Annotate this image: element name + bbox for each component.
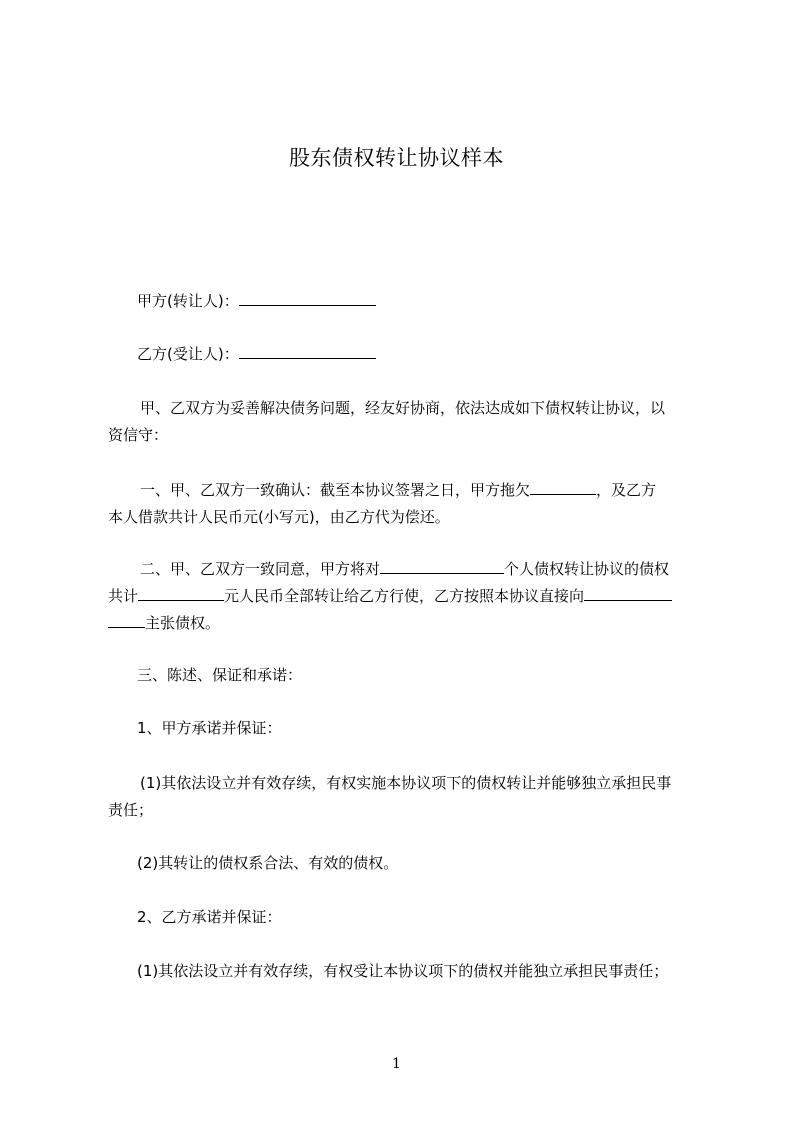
- clause-1-line-1: [140, 479, 740, 501]
- clause-3-1-2: (2)其转让的债权系合法、有效的债权。: [137, 854, 399, 872]
- clause-3-1-heading: 1、甲方承诺并保证：: [137, 719, 282, 737]
- party-a-label: 甲方(转让人)：: [137, 292, 239, 310]
- clause-1-text-a: 一、甲、乙双方一致确认：截至本协议签署之日，甲方拖欠: [140, 481, 531, 499]
- intro-line-1: 甲、乙双方为妥善解决债务问题，经友好协商，依法达成如下债权转让协议，以: [140, 399, 666, 417]
- clause-3-2-heading: 2、乙方承诺并保证：: [137, 908, 282, 926]
- party-a-line: [137, 290, 737, 312]
- clause-3-heading: 三、陈述、保证和承诺：: [137, 666, 303, 684]
- clause-2-line-1: [140, 558, 740, 580]
- clause-2-text-e: 主张债权。: [145, 614, 221, 632]
- page-number: 1: [392, 1056, 401, 1072]
- intro-line-2: 资信守：: [108, 426, 169, 444]
- clause-3-2-1: (1)其依法设立并有效存续，有权受让本协议项下的债权并能独立承担民事责任；: [137, 962, 669, 980]
- party-b-blank: [239, 343, 376, 359]
- clause-1-blank: [530, 479, 596, 495]
- clause-2-blank-3: [584, 585, 672, 601]
- clause-2-text-b: 个人债权转让协议的债权: [504, 560, 670, 578]
- clause-3-1-1-line-2: 责任；: [108, 801, 154, 819]
- clause-1-line-2: 本人借款共计人民币元(小写元)，由乙方代为偿还。: [108, 508, 450, 526]
- clause-2-blank-2: [138, 585, 224, 601]
- clause-2-line-3: [108, 612, 708, 634]
- clause-2-text-d: 元人民币全部转让给乙方行使，乙方按照本协议直接向: [224, 587, 585, 605]
- party-b-label: 乙方(受让人)：: [137, 345, 239, 363]
- party-b-line: [137, 343, 737, 365]
- clause-2-line-2: [108, 585, 708, 607]
- clause-2-blank-4: [108, 612, 145, 628]
- party-a-blank: [239, 290, 376, 306]
- clause-2-blank-1: [380, 558, 504, 574]
- clause-1-text-b: ，及乙方: [596, 481, 657, 499]
- clause-2-text-c: 共计: [108, 587, 139, 605]
- document-title: 股东债权转让协议样本: [289, 146, 504, 170]
- clause-3-1-1-line-1: (1)其依法设立并有效存续，有权实施本协议项下的债权转让并能够独立承担民事: [140, 774, 672, 792]
- clause-2-text-a: 二、甲、乙双方一致同意，甲方将对: [140, 560, 381, 578]
